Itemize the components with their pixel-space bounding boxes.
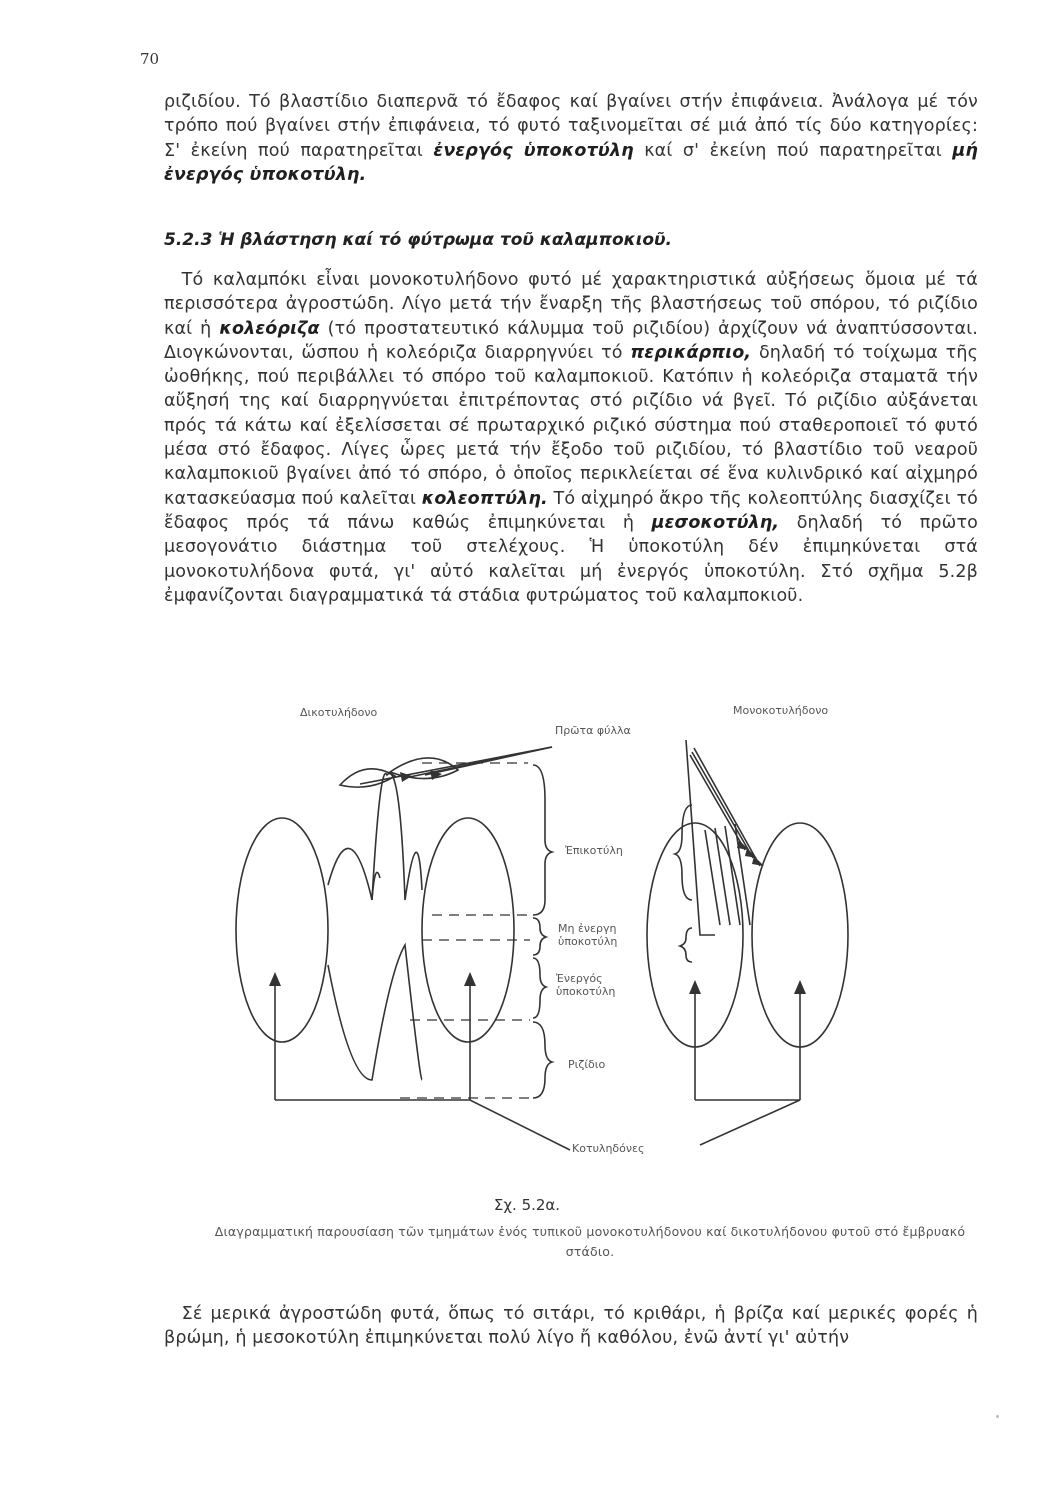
term-inactive-hypocotyl: μή ἐνεργός ὑποκοτύλη. — [164, 140, 978, 185]
label-dicot: Δικοτυλήδονο — [300, 706, 378, 719]
label-cotyledons: Κοτυληδόνες — [572, 1142, 645, 1155]
arrowhead-dicot-right — [464, 972, 476, 986]
arrowhead-dicot-left — [269, 972, 281, 986]
term-pericarp: περικάρπιο, — [630, 342, 752, 363]
brace-radicle — [533, 1022, 552, 1098]
figure-caption-title: Σχ. 5.2α. — [493, 1196, 561, 1214]
term-mesocotyl: μεσοκοτύλη, — [651, 512, 780, 533]
term-active-hypocotyl: ἐνεργός ὑποκοτύλη — [433, 140, 634, 161]
label-inactive-hypocotyl: Μη ἐνεργη ὑποκοτύλη — [558, 922, 618, 948]
label-active-hypocotyl: Ἐνεργός ὑποκοτύλη — [556, 972, 616, 998]
brace-inactive-hypocotyl — [533, 918, 546, 955]
paragraph-1: ριζιδίου. Τό βλαστίδιο διαπερνᾶ τό ἔδαφος καί βγαίνει στήν ἐπιφάνεια. Ἀνάλογα μέ τόν τρόπο πού βγαίνει στήν ἐπιφάνεια, τό φυτό ταξινομεῖται σέ μιά ἀπό τίς δύο κατηγορίες: Σ' ἐκείνη πού παρατηρεῖται ἐνεργός ὑποκοτύλη καί σ' ἐκείνη πού παρατηρεῖται μή ἐνεργός ὑποκοτύλη. — [164, 92, 978, 185]
dicot-cotyledon-left — [236, 818, 328, 1042]
figure-caption-text: Διαγραμματική παρουσίαση τῶν τμημάτων ἑνός τυπικοῦ μονοκοτυλήδονου καί δικοτυλήδονου φυτοῦ στό ἔμβρυακό στάδιο. — [214, 1224, 966, 1259]
dicot-first-leaf-left — [340, 769, 395, 787]
arrowhead-monocot-left — [689, 980, 701, 994]
label-first-leaves: Πρῶτα φύλλα — [555, 724, 631, 737]
arrowhead-monocot-right — [794, 980, 806, 994]
term-coleorhiza: κολεόριζα — [219, 318, 320, 339]
section-heading: 5.2.3 Ἡ βλάστηση καί τό φύτρωμα τοῦ καλαμποκιοῦ. — [164, 230, 672, 250]
paragraph-2: Τό καλαμπόκι εἶναι μονοκοτυλήδονο φυτό μέ χαρακτηριστικά αὐξήσεως ὅμοια μέ τά περισσότερα ἀγροστώδη. Λίγο μετά τήν ἔναρξη τῆς βλαστήσεως τοῦ σπόρου, τό ριζίδιο καί ἡ κολεόριζα (τό προστατευτικό κάλυμμα τοῦ ριζιδίου) ἀρχίζουν νά ἀναπτύσσονται. Διογκώνονται, ὥσπου ἡ κολεόριζα διαρρηγνύει τό περικάρπιο, δηλαδή τό τοίχωμα τῆς ὠοθήκης, πού περιβάλλει τό σπόρο τοῦ καλαμποκιοῦ. Κατόπιν ἡ κολεόριζα σταματᾶ τήν αὔξησή της καί διαρρηγνύεται ἐπιτρέποντας στό ριζίδιο νά βγεῖ. Τό ριζίδιο αὐξάνεται πρός τά κάτω καί ἐξελίσσεται σέ πρωταρχικό ριζικό σύστημα πού σταθεροποιεῖ τό φυτό μέσα στό ἔδαφος. Λίγες ὧρες μετά τήν ἔξοδο τοῦ ριζιδίου, τό βλαστίδιο τοῦ νεαροῦ καλαμποκιοῦ βγαίνει ἀπό τό σπόρο, ὁ ὁποῖος περικλείεται σέ ἕνα κυλινδρικό καί αἰχμηρό κατασκεύασμα πού καλεῖται κολεοπτύλη. Τό αἰχμηρό ἄκρο τῆς κολεοπτύλης διασχίζει τό ἔδαφος πρός τά πάνω καθώς ἐπιμηκύνεται ἡ μεσοκοτύλη, δηλαδή τό πρῶτο μεσογονάτιο διάστημα τοῦ στελέχους. Ἡ ὑποκοτύλη δέν ἐπιμηκύνεται στά μονοκοτυλήδονα φυτά, γι' αὐτό καλεῖται μή ἐνεργός ὑποκοτύλη. Στό σχῆμα 5.2β ἐμφανίζονται διαγραμματικά τά στάδια φυτρώματος τοῦ καλαμποκιοῦ. — [164, 270, 979, 606]
dicot-lower-axis — [328, 945, 422, 1080]
label-monocot: Μονοκοτυλήδονο — [733, 704, 829, 717]
page-number: 70 — [140, 50, 160, 68]
label-epicotyl: Ἐπικοτύλη — [565, 844, 623, 857]
brace-monocot-upper — [675, 805, 692, 900]
figure-embryo-diagram — [200, 700, 920, 1170]
cotyledon-connector-monocot — [695, 1100, 800, 1145]
paragraph-3: Σέ μερικά ἀγροστώδη φυτά, ὅπως τό σιτάρι, τό κριθάρι, ἡ βρίζα καί μερικές φορές ἡ βρώμη, ἡ μεσοκοτύλη ἐπιμηκύνεται πολύ λίγο ἤ καθόλου, ἐνῶ ἀντί γι' αὐτήν — [164, 1304, 978, 1349]
arrowhead-leaf-a — [400, 772, 412, 782]
cotyledon-connector-dicot — [275, 1100, 570, 1150]
brace-epicotyl — [533, 765, 552, 915]
monocot-shoot-edge — [686, 740, 715, 935]
label-radicle: Ριζίδιο — [568, 1058, 606, 1071]
arrowhead-monocot-c — [752, 856, 764, 866]
brace-active-hypocotyl — [533, 958, 546, 1018]
pointer-first-leaves-c — [360, 747, 552, 784]
term-coleoptile: κολεοπτύλη. — [421, 488, 548, 509]
dicot-epicotyl — [372, 774, 422, 900]
dicot-cotyledon-right — [422, 818, 514, 1042]
brace-monocot-lower — [680, 928, 692, 962]
monocot-coleoptile-lines — [705, 824, 750, 925]
scan-speck — [996, 1415, 999, 1418]
